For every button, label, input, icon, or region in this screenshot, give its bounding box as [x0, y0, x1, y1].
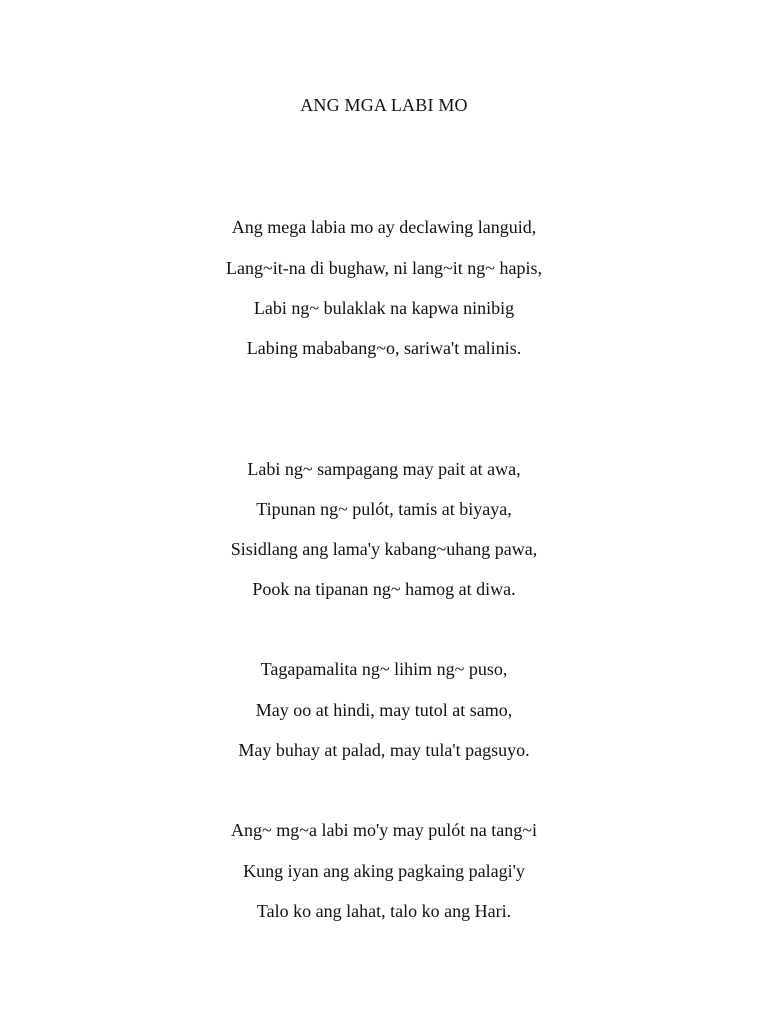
poem-title: ANG MGA LABI MO [300, 95, 468, 115]
poem-line: Ang~ mg~a labi mo'y may pulót na tang~i [231, 820, 537, 840]
poem-line: Sisidlang ang lama'y kabang~uhang pawa, [230, 539, 538, 559]
poem-line: Labi ng~ sampagang may pait at awa, [247, 459, 521, 479]
poem-line: Labi ng~ bulaklak na kapwa ninibig [253, 298, 515, 318]
poem-line: May oo at hindi, may tutol at samo, [255, 700, 513, 720]
poem-line: Labing mababang~o, sariwa't malinis. [246, 338, 522, 358]
poem-line: Talo ko ang lahat, talo ko ang Hari. [256, 901, 512, 921]
poem-line: Lang~it-na di bughaw, ni lang~it ng~ hapis, [226, 258, 542, 278]
poem-line: May buhay at palad, may tula't pagsuyo. [238, 740, 530, 760]
poem-line: Pook na tipanan ng~ hamog at diwa. [252, 579, 516, 599]
poem-line: Kung iyan ang aking pagkaing palagi'y [243, 861, 525, 881]
poem-line: Ang mega labia mo ay declawing languid, [231, 217, 537, 237]
poem-line: Tagapamalita ng~ lihim ng~ puso, [260, 659, 508, 679]
poem-line: Tipunan ng~ pulót, tamis at biyaya, [256, 499, 512, 519]
